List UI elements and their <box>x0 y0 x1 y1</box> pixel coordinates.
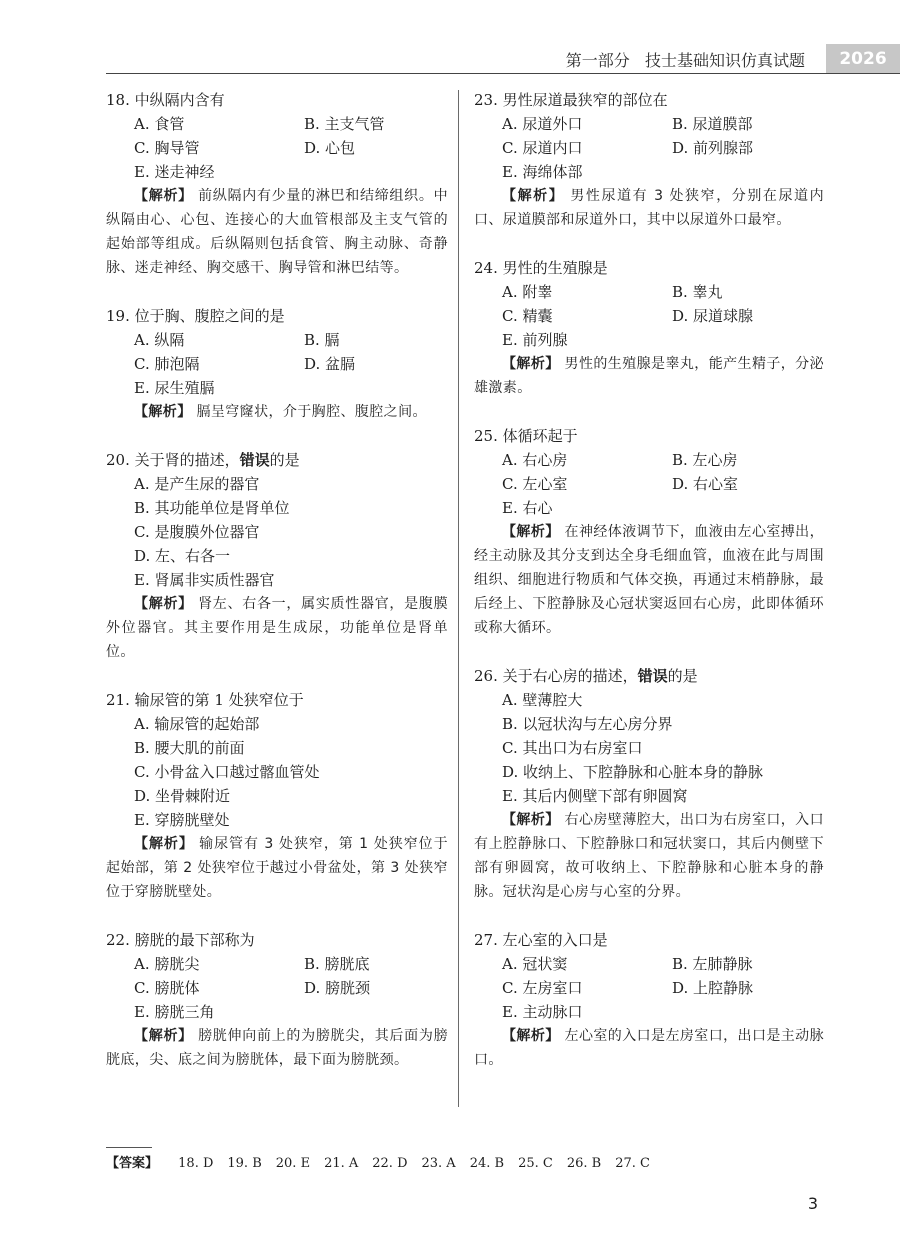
explanation <box>106 400 448 424</box>
explanation-label: 【解析】 <box>134 404 192 420</box>
question-stem <box>474 424 824 448</box>
option-item: D. 右心室 <box>672 475 739 493</box>
question-text: 膀胱的最下部称为 <box>134 931 255 949</box>
explanation-label: 【解析】 <box>502 1028 560 1044</box>
explanation-text: 男性的生殖腺是睾丸，能产生精子，分泌雄激素。 <box>474 356 824 396</box>
explanation <box>106 832 448 904</box>
options-list <box>474 448 824 520</box>
option-item: C. 膀胱体 <box>134 979 200 997</box>
question-block <box>106 448 448 664</box>
option-item: D. 前列腺部 <box>672 139 754 157</box>
explanation <box>106 592 448 664</box>
answer-item: 18. D <box>178 1156 214 1171</box>
options-list <box>474 688 824 808</box>
question-stem <box>106 304 448 328</box>
question-block <box>474 928 824 1072</box>
header-title: 技士基础知识仿真试题 <box>644 51 805 70</box>
option-item: B. 睾丸 <box>672 283 723 301</box>
question-text: 关于肾的描述， <box>134 451 240 469</box>
option-item: B. 以冠状沟与左心房分界 <box>502 715 673 733</box>
option-item: A. 尿道外口 <box>502 115 583 133</box>
options-list <box>474 112 824 184</box>
option-item: D. 心包 <box>304 139 356 157</box>
explanation-label: 【解析】 <box>134 188 193 204</box>
option-item: A. 输尿管的起始部 <box>134 715 260 733</box>
answer-item: 24. B <box>469 1156 505 1171</box>
options-list <box>106 952 448 1024</box>
question-stem <box>106 928 448 952</box>
question-number: 23. <box>474 91 498 109</box>
option-item: E. 其后内侧壁下部有卵圆窝 <box>502 787 688 805</box>
option-item: E. 主动脉口 <box>502 1003 583 1021</box>
option-item: B. 主支气管 <box>304 115 385 133</box>
question-stem <box>106 448 448 472</box>
explanation-label: 【解析】 <box>134 836 194 852</box>
question-block <box>106 304 448 424</box>
explanation-label: 【解析】 <box>134 1028 193 1044</box>
answer-key-label: 【答案】 <box>106 1156 159 1171</box>
explanation <box>106 184 448 280</box>
question-stem <box>474 664 824 688</box>
explanation-label: 【解析】 <box>134 596 193 612</box>
explanation-text: 肾左、右各一，属实质性器官，是腹膜外位器官。其主要作用是生成尿，功能单位是肾单位。 <box>106 596 448 660</box>
explanation-text: 膀胱伸向前上的为膀胱尖，其后面为膀胱底，尖、底之间为膀胱体，最下面为膀胱颈。 <box>106 1028 448 1068</box>
option-item: B. 尿道膜部 <box>672 115 753 133</box>
option-item: A. 食管 <box>134 115 185 133</box>
option-item: D. 膀胱颈 <box>304 979 371 997</box>
answer-item: 22. D <box>372 1156 408 1171</box>
question-text: 的是 <box>269 451 300 469</box>
answer-item: 21. A <box>324 1156 359 1171</box>
option-item: C. 左房室口 <box>502 979 583 997</box>
option-item: B. 其功能单位是肾单位 <box>134 499 290 517</box>
question-number: 25. <box>474 427 498 445</box>
question-number: 18. <box>106 91 130 109</box>
question-stem <box>474 928 824 952</box>
question-text: 输尿管的第 1 处狭窄位于 <box>134 691 304 709</box>
option-item: C. 小骨盆入口越过髂血管处 <box>134 763 320 781</box>
explanation-label: 【解析】 <box>502 356 560 372</box>
answer-key <box>106 1154 664 1174</box>
explanation-label: 【解析】 <box>502 188 565 204</box>
question-text: 左心室的入口是 <box>502 931 608 949</box>
question-stem <box>474 88 824 112</box>
header-section: 第一部分 <box>565 51 630 70</box>
option-item: E. 膀胱三角 <box>134 1003 215 1021</box>
question-number: 19. <box>106 307 130 325</box>
explanation <box>106 1024 448 1072</box>
option-item: E. 右心 <box>502 499 553 517</box>
option-item: C. 尿道内口 <box>502 139 583 157</box>
option-item: E. 穿膀胱壁处 <box>134 811 230 829</box>
option-item: B. 膀胱底 <box>304 955 370 973</box>
explanation <box>474 1024 824 1072</box>
option-item: B. 腰大肌的前面 <box>134 739 245 757</box>
explanation <box>474 184 824 232</box>
explanation-label: 【解析】 <box>502 524 560 540</box>
question-block <box>474 664 824 904</box>
question-number: 24. <box>474 259 498 277</box>
option-item: B. 左肺静脉 <box>672 955 753 973</box>
page-number: 3 <box>807 1194 818 1213</box>
explanation-text: 右心房壁薄腔大，出口为右房室口，入口有上腔静脉口、下腔静脉口和冠状窦口，其后内侧壁下部有卵圆窝，故可收纳上、下腔静脉和心脏本身的静脉。冠状沟是心房与心室的分界。 <box>474 812 824 900</box>
option-item: E. 尿生殖膈 <box>134 379 215 397</box>
option-item: D. 上腔静脉 <box>672 979 754 997</box>
options-list <box>474 280 824 352</box>
explanation-text: 输尿管有 3 处狭窄，第 1 处狭窄位于起始部，第 2 处狭窄位于越过小骨盆处，第 3 处狭窄位于穿膀胱壁处。 <box>106 836 448 900</box>
answer-item: 19. B <box>227 1156 262 1171</box>
question-text: 关于右心房的描述， <box>502 667 638 685</box>
question-block <box>474 256 824 400</box>
option-item: A. 是产生尿的器官 <box>134 475 260 493</box>
question-text: 男性的生殖腺是 <box>502 259 608 277</box>
question-stem <box>106 688 448 712</box>
option-item: E. 海绵体部 <box>502 163 583 181</box>
option-item: E. 前列腺 <box>502 331 568 349</box>
explanation-text: 左心室的入口是左房室口，出口是主动脉口。 <box>474 1028 824 1068</box>
option-item: E. 肾属非实质性器官 <box>134 571 275 589</box>
right-column <box>474 88 824 1096</box>
option-item: C. 肺泡隔 <box>134 355 200 373</box>
option-item: B. 膈 <box>304 331 340 349</box>
option-item: C. 是腹膜外位器官 <box>134 523 260 541</box>
question-number: 20. <box>106 451 130 469</box>
year-tab: 2026 <box>826 44 900 74</box>
question-text: 的是 <box>667 667 698 685</box>
option-item: C. 精囊 <box>502 307 553 325</box>
answer-item: 25. C <box>518 1156 553 1171</box>
question-number: 22. <box>106 931 130 949</box>
answer-item: 27. C <box>615 1156 650 1171</box>
explanation-text: 前纵隔内有少量的淋巴和结缔组织。中纵隔由心、心包、连接心的大血管根部及主支气管的起始部等组成。后纵隔则包括食管、胸主动脉、奇静脉、迷走神经、胸交感干、胸导管和淋巴结等。 <box>106 188 448 276</box>
running-header <box>566 48 805 71</box>
question-text: 体循环起于 <box>502 427 578 445</box>
explanation <box>474 520 824 640</box>
option-item: D. 盆膈 <box>304 355 356 373</box>
explanation <box>474 808 824 904</box>
header-rule <box>106 73 900 74</box>
options-list <box>106 472 448 592</box>
explanation-text: 男性尿道有 3 处狭窄，分别在尿道内口、尿道膜部和尿道外口，其中以尿道外口最窄。 <box>474 188 824 228</box>
explanation <box>474 352 824 400</box>
option-item: D. 左、右各一 <box>134 547 231 565</box>
question-number: 27. <box>474 931 498 949</box>
option-item: E. 迷走神经 <box>134 163 215 181</box>
options-list <box>106 328 448 400</box>
question-number: 26. <box>474 667 498 685</box>
question-number: 21. <box>106 691 130 709</box>
option-item: D. 坐骨棘附近 <box>134 787 231 805</box>
question-text: 位于胸、腹腔之间的是 <box>134 307 285 325</box>
question-emphasis: 错误 <box>239 451 270 469</box>
options-list <box>106 112 448 184</box>
option-item: A. 壁薄腔大 <box>502 691 583 709</box>
question-block <box>106 928 448 1072</box>
option-item: A. 膀胱尖 <box>134 955 200 973</box>
question-text: 中纵隔内含有 <box>134 91 225 109</box>
options-list <box>474 952 824 1024</box>
explanation-text: 膈呈穹窿状，介于胸腔、腹腔之间。 <box>196 404 427 420</box>
options-list <box>106 712 448 832</box>
answer-item: 23. A <box>421 1156 456 1171</box>
explanation-text: 在神经体液调节下，血液由左心室搏出，经主动脉及其分支到达全身毛细血管，血液在此与周围组织、细胞进行物质和气体交换，再通过末梢静脉，最后经上、下腔静脉及心冠状窦返回右心房，此即体循环或称大循环。 <box>474 524 824 636</box>
question-block <box>474 88 824 232</box>
question-stem <box>106 88 448 112</box>
option-item: A. 纵隔 <box>134 331 185 349</box>
question-stem <box>474 256 824 280</box>
option-item: A. 附睾 <box>502 283 553 301</box>
option-item: A. 右心房 <box>502 451 568 469</box>
option-item: C. 胸导管 <box>134 139 200 157</box>
option-item: B. 左心房 <box>672 451 738 469</box>
question-block <box>106 88 448 280</box>
question-text: 男性尿道最狭窄的部位在 <box>502 91 668 109</box>
answer-item: 26. B <box>566 1156 602 1171</box>
answer-item: 20. E <box>275 1156 311 1171</box>
option-item: C. 左心室 <box>502 475 568 493</box>
option-item: C. 其出口为右房室口 <box>502 739 643 757</box>
option-item: A. 冠状窦 <box>502 955 568 973</box>
question-block <box>106 688 448 904</box>
option-item: D. 收纳上、下腔静脉和心脏本身的静脉 <box>502 763 764 781</box>
question-block <box>474 424 824 640</box>
explanation-label: 【解析】 <box>502 812 560 828</box>
left-column <box>106 88 448 1096</box>
option-item: D. 尿道球腺 <box>672 307 754 325</box>
question-emphasis: 错误 <box>637 667 668 685</box>
answers-rule <box>106 1147 152 1148</box>
